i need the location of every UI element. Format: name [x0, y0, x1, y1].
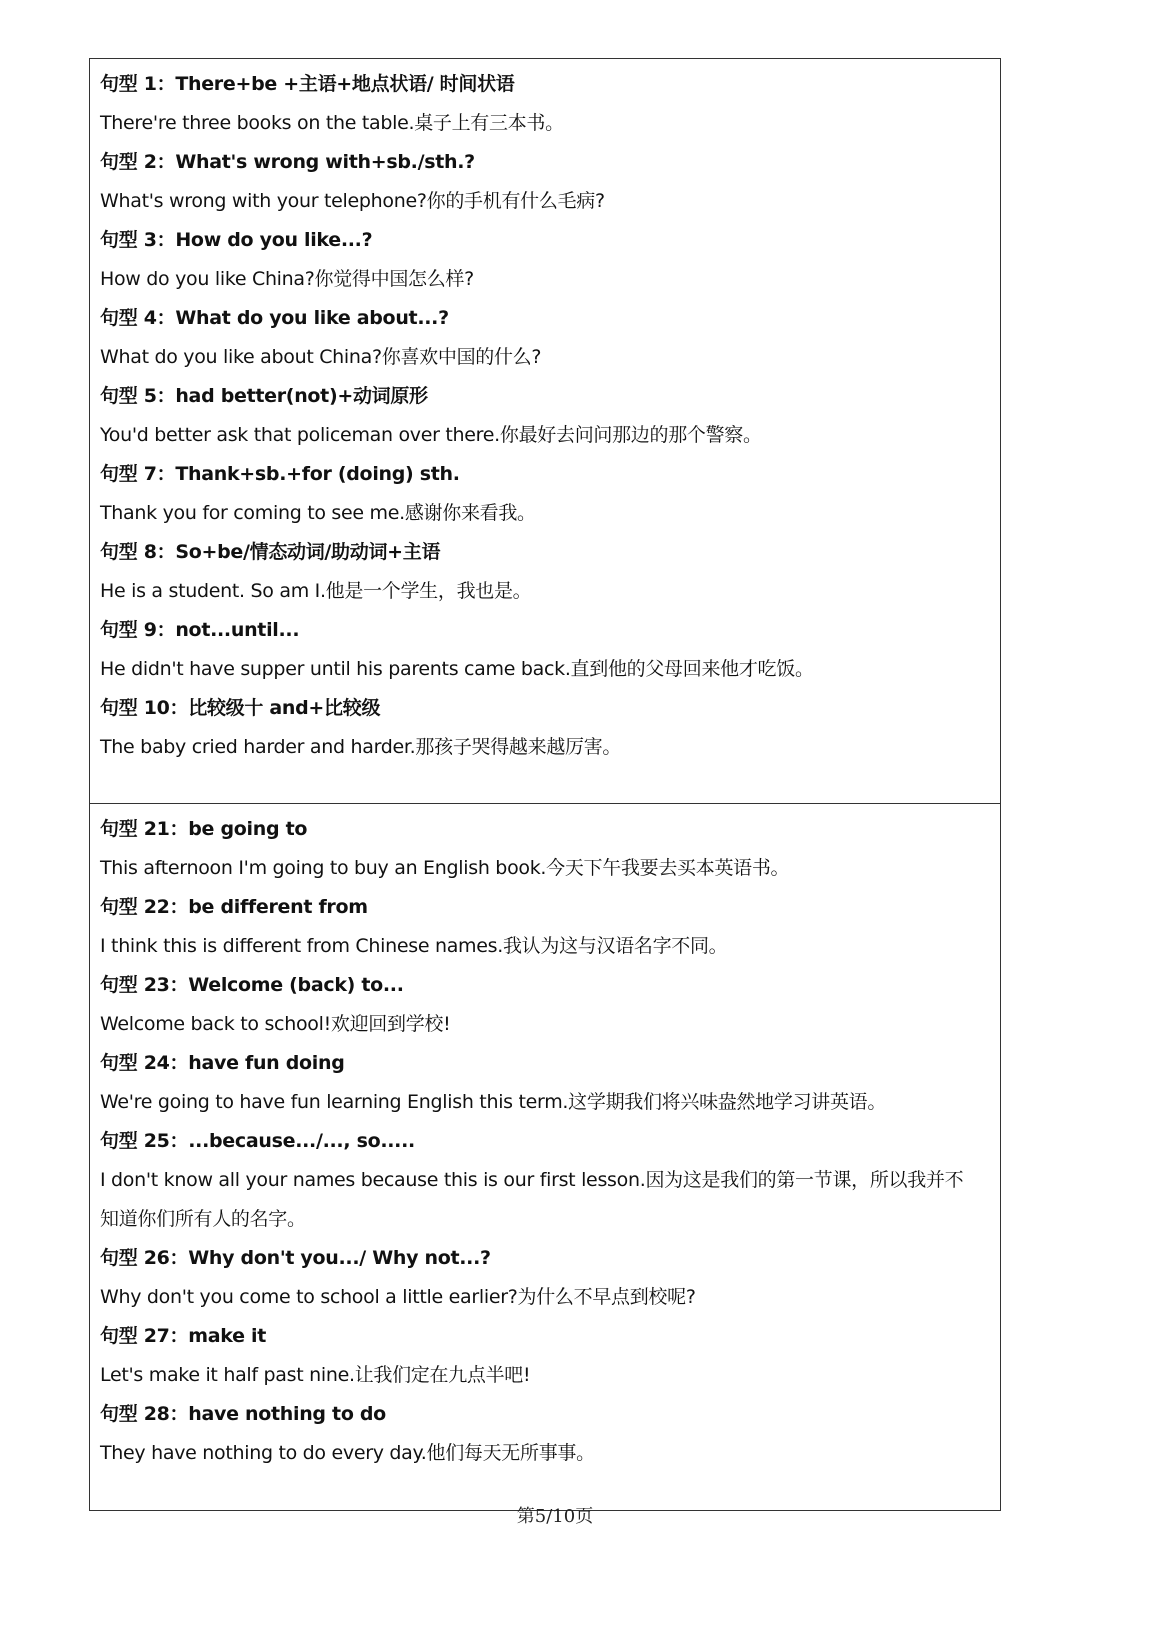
example-sentence: Let's make it half past nine.让我们定在九点半吧!	[100, 1364, 531, 1386]
pattern-heading: 句型 9：not...until...	[100, 619, 300, 641]
pattern-heading: 句型 24：have fun doing	[100, 1052, 345, 1074]
pattern-heading: 句型 23：Welcome (back) to...	[100, 974, 404, 996]
example-sentence: There're three books on the table.桌子上有三本书。	[100, 112, 564, 134]
pattern-heading: 句型 28：have nothing to do	[100, 1403, 386, 1425]
example-sentence: Welcome back to school!欢迎回到学校!	[100, 1013, 451, 1035]
sentence-pattern-table	[89, 58, 1001, 1511]
pattern-heading: 句型 21：be going to	[100, 818, 308, 840]
example-sentence: I don't know all your names because this is our first lesson.因为这是我们的第一节课，所以我并不	[100, 1169, 964, 1191]
pattern-heading: 句型 27：make it	[100, 1325, 266, 1347]
pattern-heading: 句型 5：had better(not)+动词原形	[100, 385, 428, 407]
example-sentence: The baby cried harder and harder.那孩子哭得越来越厉害。	[100, 736, 622, 758]
pattern-heading: 句型 3：How do you like...?	[100, 229, 373, 251]
page-number: 第5/10页	[516, 1506, 594, 1527]
pattern-heading: 句型 7：Thank+sb.+for (doing) sth.	[100, 463, 460, 485]
example-sentence: I think this is different from Chinese names.我认为这与汉语名字不同。	[100, 935, 728, 957]
pattern-heading: 句型 8：So+be/情态动词/助动词+主语	[100, 541, 441, 563]
example-sentence: This afternoon I'm going to buy an English book.今天下午我要去买本英语书。	[100, 857, 790, 879]
pattern-heading: 句型 1：There+be +主语+地点状语/ 时间状语	[100, 73, 515, 95]
example-sentence: Thank you for coming to see me.感谢你来看我。	[100, 502, 536, 524]
example-sentence: Why don't you come to school a little earlier?为什么不早点到校呢?	[100, 1286, 696, 1308]
example-sentence: He didn't have supper until his parents came back.直到他的父母回来他才吃饭。	[100, 658, 814, 680]
pattern-heading: 句型 2：What's wrong with+sb./sth.?	[100, 151, 475, 173]
pattern-heading: 句型 25：...because.../..., so.....	[100, 1130, 415, 1152]
example-sentence: He is a student. So am I.他是一个学生，我也是。	[100, 580, 532, 602]
pattern-heading: 句型 10：比较级十 and+比较级	[100, 697, 381, 719]
table-cell-patterns-1-10	[90, 59, 1000, 804]
example-sentence: What's wrong with your telephone?你的手机有什么毛病?	[100, 190, 605, 212]
pattern-heading: 句型 26：Why don't you.../ Why not...?	[100, 1247, 491, 1269]
pattern-heading: 句型 4：What do you like about...?	[100, 307, 449, 329]
example-sentence: They have nothing to do every day.他们每天无所事事。	[100, 1442, 595, 1464]
example-sentence: We're going to have fun learning English this term.这学期我们将兴味盎然地学习讲英语。	[100, 1091, 887, 1113]
example-sentence: What do you like about China?你喜欢中国的什么?	[100, 346, 542, 368]
example-sentence: You'd better ask that policeman over there.你最好去问问那边的那个警察。	[100, 424, 762, 446]
pattern-heading: 句型 22：be different from	[100, 896, 368, 918]
example-sentence: How do you like China?你觉得中国怎么样?	[100, 268, 474, 290]
example-sentence: 知道你们所有人的名字。	[100, 1208, 306, 1230]
table-cell-patterns-21-28	[90, 804, 1000, 1510]
